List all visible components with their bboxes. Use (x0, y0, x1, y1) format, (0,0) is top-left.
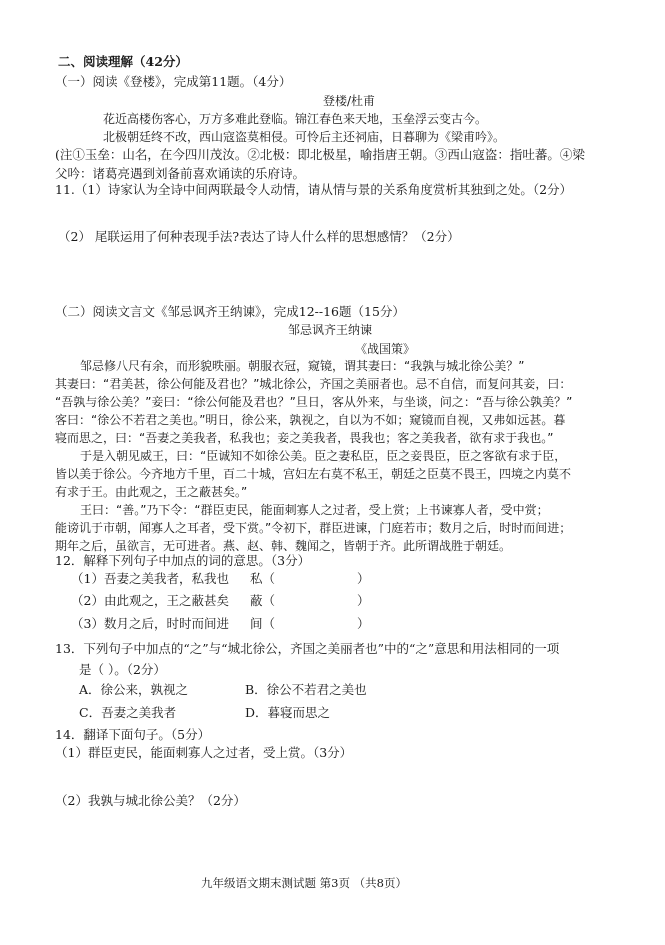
question-12-item-3-word: 间（ (250, 616, 276, 631)
part1-heading: （一）阅读《登楼》，完成第11题。（4分） (55, 74, 292, 89)
poem-line-1: 花近高楼伤客心，万方多难此登临。锦江春色来天地，玉垒浮云变古今。 (103, 112, 488, 126)
question-12-item-3-sentence: （3）数月之后，时时而间进 (71, 616, 229, 631)
passage-title: 邹忌讽齐王纳谏 (288, 323, 373, 337)
question-14-1: （1）群臣吏民，能面刺寡人之过者，受上赏。（3分） (55, 745, 353, 760)
question-13-line-1: 13．下列句子中加点的“之”与“城北徐公，齐国之美丽者也”中的“之”意思和用法相同的一项 (55, 641, 560, 656)
passage-line: 能谤讥于市朝，闻寡人之耳者，受下赏。”令初下，群臣进谏，门庭若市；数月之后，时时而间进； (55, 521, 572, 535)
question-13-option-d: D．暮寝而思之 (245, 705, 331, 720)
poem-title: 登楼/杜甫 (323, 94, 376, 108)
question-14: 14．翻译下面句子。（5分） (55, 727, 211, 742)
passage-line: 期年之后，虽欲言，无可进者。燕、赵、韩、魏闻之，皆朝于齐。此所谓战胜于朝廷。 (55, 539, 512, 553)
question-13-option-b: B．徐公不若君之美也 (245, 682, 367, 697)
question-12-item-3-close: ） (357, 616, 370, 631)
question-13-line-2: 是（ ）。（2分） (79, 662, 166, 677)
question-12-item-2-sentence: （2）由此观之，王之蔽甚矣 (71, 593, 229, 608)
poem-notes-line-2: 父吟：诸葛亮遇到刘备前喜欢诵读的乐府诗。 (55, 166, 306, 181)
poem-notes-line-1: (注①玉垒：山名，在今四川茂汝。②北极：即北极星，喻指唐王朝。③西山寇盗：指吐蕃。④梁 (55, 147, 585, 162)
question-12-item-1-sentence: （1）吾妻之美我者，私我也 (71, 571, 229, 586)
passage-line: 王曰：“善。”乃下令：“群臣吏民，能面刺寡人之过者，受上赏；上书谏寡人者，受中赏； (80, 503, 549, 517)
part2-heading: （二）阅读文言文《邹忌讽齐王纳谏》，完成12--16题（15分） (55, 304, 405, 319)
poem-line-2: 北极朝廷终不改，西山寇盗莫相侵。可怜后主还祠庙，日暮聊为《梁甫吟》。 (103, 130, 506, 144)
question-13-option-a: A．徐公来，孰视之 (79, 682, 189, 697)
passage-source: 《战国策》 (355, 342, 416, 356)
passage-line: 皆以美于徐公。今齐地方千里，百二十城，宫妇左右莫不私王，朝廷之臣莫不畏王，四境之内莫不 (55, 467, 572, 481)
question-11-1: 11.（1）诗家认为全诗中间两联最令人动情，请从情与景的关系角度赏析其独到之处。（2分） (55, 182, 573, 197)
question-11-2: （2） 尾联运用了何种表现手法?表达了诗人什么样的思想感情？（2分） (58, 229, 460, 244)
passage-line: 邹忌修八尺有余，而形貌昳丽。朝服衣冠，窥镜，谓其妻曰：“我孰与城北徐公美？” (80, 359, 525, 373)
passage-line: 寝而思之，曰：“吾妻之美我者，私我也；妾之美我者，畏我也；客之美我者，欲有求于我也。” (55, 431, 554, 445)
question-12: 12．解释下列句子中加点的词的意思。（3分） (55, 553, 311, 568)
page-footer: 九年级语文期末测试题 第3页 （共8页） (201, 876, 407, 890)
question-12-item-1-word: 私（ (250, 571, 276, 586)
passage-line: 客曰：“徐公不若君之美也。”明日，徐公来，孰视之，自以为不如；窥镜而自视，又弗如远甚。暮 (55, 413, 566, 427)
passage-line: 有求于王。由此观之，王之蔽甚矣。” (55, 485, 248, 499)
question-12-item-1-close: ） (357, 571, 370, 586)
question-12-item-2-close: ） (357, 593, 370, 608)
question-14-2: （2）我孰与城北徐公美？（2分） (55, 793, 246, 808)
passage-line: 于是入朝见威王，曰：“臣诚知不如徐公美。臣之妻私臣，臣之妾畏臣，臣之客欲有求于臣， (80, 449, 567, 463)
question-12-item-2-word: 蔽（ (250, 593, 276, 608)
question-13-option-c: C．吾妻之美我者 (79, 705, 177, 720)
passage-line: 其妻曰：“君美甚，徐公何能及君也？”城北徐公，齐国之美丽者也。忌不自信，而复问其妾，曰： (55, 377, 572, 391)
section-heading: 二、阅读理解（42分） (58, 54, 188, 69)
passage-line: “吾孰与徐公美？”妾曰：“徐公何能及君也？”旦日，客从外来，与坐谈，问之：“吾与徐公孰美？” (55, 395, 573, 409)
